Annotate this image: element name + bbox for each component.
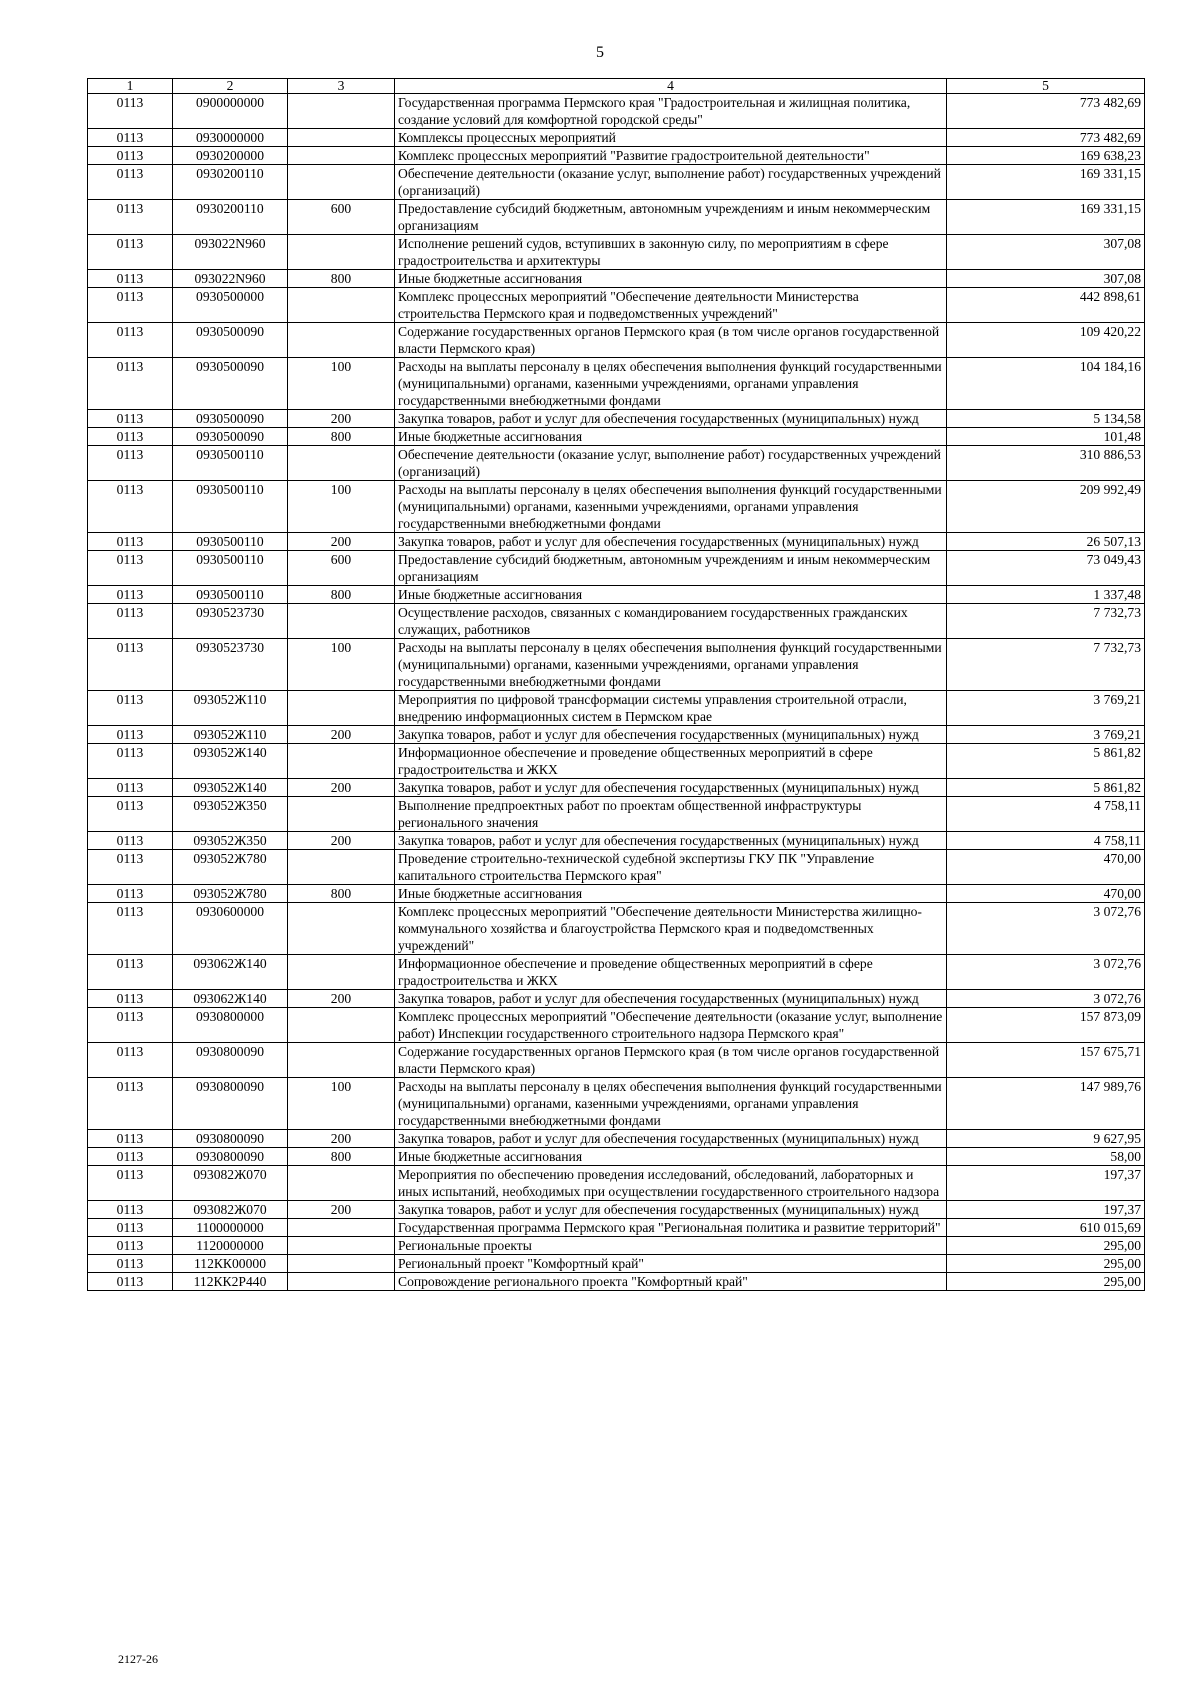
table-row [88, 1219, 1145, 1237]
table-row [88, 850, 1145, 885]
amount-cell: 7 732,73 [947, 639, 1145, 691]
expense-type-cell [288, 1237, 395, 1255]
amount-cell: 442 898,61 [947, 288, 1145, 323]
section-code-cell: 0113 [88, 1043, 173, 1078]
amount-cell: 5 861,82 [947, 744, 1145, 779]
expense-type-cell: 100 [288, 1078, 395, 1130]
item-name-cell: Осуществление расходов, связанных с командированием государственных гражданских служащих, работников [395, 604, 947, 639]
item-name-cell: Расходы на выплаты персоналу в целях обеспечения выполнения функций государственными (муниципальными) органами, казенными учреждениями, органами управления государственными внебюджетными фондами [395, 481, 947, 533]
expense-type-cell: 800 [288, 428, 395, 446]
target-code-cell: 093052Ж140 [173, 744, 288, 779]
table-row [88, 1255, 1145, 1273]
column-number: 5 [947, 79, 1145, 94]
item-name-cell: Иные бюджетные ассигнования [395, 428, 947, 446]
amount-cell: 9 627,95 [947, 1130, 1145, 1148]
table-row [88, 990, 1145, 1008]
amount-cell: 73 049,43 [947, 551, 1145, 586]
amount-cell: 7 732,73 [947, 604, 1145, 639]
expense-type-cell [288, 955, 395, 990]
table-row [88, 551, 1145, 586]
expense-type-cell [288, 604, 395, 639]
amount-cell: 610 015,69 [947, 1219, 1145, 1237]
amount-cell: 4 758,11 [947, 797, 1145, 832]
expense-type-cell: 600 [288, 200, 395, 235]
target-code-cell: 0930500110 [173, 533, 288, 551]
table-row [88, 288, 1145, 323]
target-code-cell: 0930200110 [173, 165, 288, 200]
table-row [88, 586, 1145, 604]
table-row [88, 1008, 1145, 1043]
expense-type-cell: 200 [288, 779, 395, 797]
target-code-cell: 0930800090 [173, 1043, 288, 1078]
amount-cell: 773 482,69 [947, 94, 1145, 129]
target-code-cell: 0930523730 [173, 604, 288, 639]
section-code-cell: 0113 [88, 779, 173, 797]
target-code-cell: 093022N960 [173, 235, 288, 270]
expense-type-cell [288, 288, 395, 323]
expense-type-cell [288, 903, 395, 955]
target-code-cell: 0930200110 [173, 200, 288, 235]
item-name-cell: Содержание государственных органов Пермского края (в том числе органов государственной власти Пермского края) [395, 1043, 947, 1078]
amount-cell: 157 675,71 [947, 1043, 1145, 1078]
amount-cell: 169 331,15 [947, 200, 1145, 235]
expense-type-cell [288, 323, 395, 358]
amount-cell: 307,08 [947, 270, 1145, 288]
expense-type-cell: 100 [288, 481, 395, 533]
item-name-cell: Обеспечение деятельности (оказание услуг, выполнение работ) государственных учреждений (организаций) [395, 446, 947, 481]
table-row [88, 481, 1145, 533]
expense-type-cell [288, 1255, 395, 1273]
target-code-cell: 0930800090 [173, 1078, 288, 1130]
table-row [88, 779, 1145, 797]
expense-type-cell [288, 1219, 395, 1237]
section-code-cell: 0113 [88, 129, 173, 147]
item-name-cell: Комплексы процессных мероприятий [395, 129, 947, 147]
section-code-cell: 0113 [88, 744, 173, 779]
table-row [88, 446, 1145, 481]
section-code-cell: 0113 [88, 1148, 173, 1166]
table-row [88, 1148, 1145, 1166]
target-code-cell: 0930800090 [173, 1130, 288, 1148]
item-name-cell: Расходы на выплаты персоналу в целях обеспечения выполнения функций государственными (муниципальными) органами, казенными учреждениями, органами управления государственными внебюджетными фондами [395, 1078, 947, 1130]
target-code-cell: 0930500090 [173, 323, 288, 358]
amount-cell: 3 769,21 [947, 691, 1145, 726]
item-name-cell: Закупка товаров, работ и услуг для обеспечения государственных (муниципальных) нужд [395, 990, 947, 1008]
target-code-cell: 0930500110 [173, 551, 288, 586]
expense-type-cell [288, 147, 395, 165]
table-row [88, 639, 1145, 691]
section-code-cell: 0113 [88, 1008, 173, 1043]
column-number: 1 [88, 79, 173, 94]
target-code-cell: 0930800090 [173, 1148, 288, 1166]
table-body [88, 94, 1145, 1291]
amount-cell: 1 337,48 [947, 586, 1145, 604]
amount-cell: 209 992,49 [947, 481, 1145, 533]
table-row [88, 200, 1145, 235]
target-code-cell: 0930500090 [173, 410, 288, 428]
target-code-cell: 093082Ж070 [173, 1166, 288, 1201]
table-row [88, 410, 1145, 428]
amount-cell: 307,08 [947, 235, 1145, 270]
amount-cell: 5 861,82 [947, 779, 1145, 797]
table-row [88, 903, 1145, 955]
target-code-cell: 0930500110 [173, 586, 288, 604]
target-code-cell: 0930600000 [173, 903, 288, 955]
target-code-cell: 093052Ж110 [173, 726, 288, 744]
section-code-cell: 0113 [88, 885, 173, 903]
table-row [88, 604, 1145, 639]
expense-type-cell: 800 [288, 885, 395, 903]
table-row [88, 1273, 1145, 1291]
item-name-cell: Закупка товаров, работ и услуг для обеспечения государственных (муниципальных) нужд [395, 410, 947, 428]
amount-cell: 4 758,11 [947, 832, 1145, 850]
section-code-cell: 0113 [88, 1255, 173, 1273]
table-row [88, 1237, 1145, 1255]
item-name-cell: Выполнение предпроектных работ по проектам общественной инфраструктуры регионального значения [395, 797, 947, 832]
target-code-cell: 0930800000 [173, 1008, 288, 1043]
target-code-cell: 093052Ж110 [173, 691, 288, 726]
table-row [88, 1166, 1145, 1201]
item-name-cell: Иные бюджетные ассигнования [395, 586, 947, 604]
table-row [88, 885, 1145, 903]
section-code-cell: 0113 [88, 604, 173, 639]
table-row [88, 955, 1145, 990]
item-name-cell: Сопровождение регионального проекта "Комфортный край" [395, 1273, 947, 1291]
expense-type-cell [288, 797, 395, 832]
expense-type-cell [288, 94, 395, 129]
table-row [88, 147, 1145, 165]
item-name-cell: Расходы на выплаты персоналу в целях обеспечения выполнения функций государственными (муниципальными) органами, казенными учреждениями, органами управления государственными внебюджетными фондами [395, 358, 947, 410]
expense-type-cell: 200 [288, 832, 395, 850]
section-code-cell: 0113 [88, 270, 173, 288]
item-name-cell: Закупка товаров, работ и услуг для обеспечения государственных (муниципальных) нужд [395, 779, 947, 797]
item-name-cell: Государственная программа Пермского края "Региональная политика и развитие территорий" [395, 1219, 947, 1237]
column-number-row [88, 79, 1145, 94]
section-code-cell: 0113 [88, 235, 173, 270]
amount-cell: 295,00 [947, 1255, 1145, 1273]
section-code-cell: 0113 [88, 323, 173, 358]
amount-cell: 169 638,23 [947, 147, 1145, 165]
target-code-cell: 1120000000 [173, 1237, 288, 1255]
item-name-cell: Комплекс процессных мероприятий "Обеспечение деятельности Министерства строительства Пермского края и подведомственных учреждений" [395, 288, 947, 323]
section-code-cell: 0113 [88, 446, 173, 481]
section-code-cell: 0113 [88, 358, 173, 410]
expense-type-cell [288, 1166, 395, 1201]
section-code-cell: 0113 [88, 832, 173, 850]
expense-type-cell: 200 [288, 410, 395, 428]
section-code-cell: 0113 [88, 147, 173, 165]
expense-type-cell: 200 [288, 990, 395, 1008]
target-code-cell: 0930523730 [173, 639, 288, 691]
expense-type-cell: 100 [288, 358, 395, 410]
amount-cell: 58,00 [947, 1148, 1145, 1166]
table-row [88, 165, 1145, 200]
budget-table [87, 78, 1145, 1291]
target-code-cell: 0930000000 [173, 129, 288, 147]
amount-cell: 773 482,69 [947, 129, 1145, 147]
expense-type-cell: 200 [288, 726, 395, 744]
amount-cell: 197,37 [947, 1201, 1145, 1219]
target-code-cell: 0930500090 [173, 428, 288, 446]
expense-type-cell [288, 129, 395, 147]
column-number: 2 [173, 79, 288, 94]
item-name-cell: Иные бюджетные ассигнования [395, 270, 947, 288]
table-row [88, 744, 1145, 779]
section-code-cell: 0113 [88, 1273, 173, 1291]
section-code-cell: 0113 [88, 551, 173, 586]
item-name-cell: Закупка товаров, работ и услуг для обеспечения государственных (муниципальных) нужд [395, 1130, 947, 1148]
expense-type-cell [288, 1273, 395, 1291]
item-name-cell: Информационное обеспечение и проведение общественных мероприятий в сфере градостроительства и ЖКХ [395, 955, 947, 990]
amount-cell: 147 989,76 [947, 1078, 1145, 1130]
table-row [88, 1201, 1145, 1219]
table-row [88, 270, 1145, 288]
item-name-cell: Исполнение решений судов, вступивших в законную силу, по мероприятиям в сфере градостроительства и архитектуры [395, 235, 947, 270]
table-row [88, 726, 1145, 744]
item-name-cell: Информационное обеспечение и проведение общественных мероприятий в сфере градостроительства и ЖКХ [395, 744, 947, 779]
section-code-cell: 0113 [88, 990, 173, 1008]
target-code-cell: 093052Ж140 [173, 779, 288, 797]
table-row [88, 129, 1145, 147]
item-name-cell: Иные бюджетные ассигнования [395, 1148, 947, 1166]
target-code-cell: 093052Ж780 [173, 885, 288, 903]
section-code-cell: 0113 [88, 850, 173, 885]
amount-cell: 104 184,16 [947, 358, 1145, 410]
column-number: 4 [395, 79, 947, 94]
amount-cell: 3 769,21 [947, 726, 1145, 744]
amount-cell: 310 886,53 [947, 446, 1145, 481]
section-code-cell: 0113 [88, 1201, 173, 1219]
item-name-cell: Комплекс процессных мероприятий "Обеспечение деятельности Министерства жилищно-коммунального хозяйства и благоустройства Пермского края и подведомственных учреждений" [395, 903, 947, 955]
target-code-cell: 0930500110 [173, 481, 288, 533]
expense-type-cell [288, 235, 395, 270]
section-code-cell: 0113 [88, 428, 173, 446]
item-name-cell: Мероприятия по цифровой трансформации системы управления строительной отрасли, внедрению информационных систем в Пермском крае [395, 691, 947, 726]
item-name-cell: Предоставление субсидий бюджетным, автономным учреждениям и иным некоммерческим организациям [395, 200, 947, 235]
expense-type-cell: 600 [288, 551, 395, 586]
table-row [88, 94, 1145, 129]
item-name-cell: Закупка товаров, работ и услуг для обеспечения государственных (муниципальных) нужд [395, 1201, 947, 1219]
table-row [88, 1078, 1145, 1130]
section-code-cell: 0113 [88, 200, 173, 235]
target-code-cell: 093082Ж070 [173, 1201, 288, 1219]
amount-cell: 3 072,76 [947, 990, 1145, 1008]
item-name-cell: Региональные проекты [395, 1237, 947, 1255]
amount-cell: 157 873,09 [947, 1008, 1145, 1043]
amount-cell: 470,00 [947, 885, 1145, 903]
target-code-cell: 093052Ж350 [173, 797, 288, 832]
expense-type-cell [288, 165, 395, 200]
target-code-cell: 093052Ж780 [173, 850, 288, 885]
section-code-cell: 0113 [88, 726, 173, 744]
expense-type-cell [288, 1043, 395, 1078]
item-name-cell: Мероприятия по обеспечению проведения исследований, обследований, лабораторных и иных испытаний, необходимых при осуществлении государственного строительного надзора [395, 1166, 947, 1201]
item-name-cell: Проведение строительно-технической судебной экспертизы ГКУ ПК "Управление капитального строительства Пермского края" [395, 850, 947, 885]
item-name-cell: Региональный проект "Комфортный край" [395, 1255, 947, 1273]
section-code-cell: 0113 [88, 955, 173, 990]
table-row [88, 358, 1145, 410]
table-row [88, 428, 1145, 446]
section-code-cell: 0113 [88, 288, 173, 323]
section-code-cell: 0113 [88, 1166, 173, 1201]
target-code-cell: 0900000000 [173, 94, 288, 129]
item-name-cell: Содержание государственных органов Пермского края (в том числе органов государственной власти Пермского края) [395, 323, 947, 358]
table-row [88, 1043, 1145, 1078]
section-code-cell: 0113 [88, 1130, 173, 1148]
section-code-cell: 0113 [88, 1237, 173, 1255]
item-name-cell: Расходы на выплаты персоналу в целях обеспечения выполнения функций государственными (муниципальными) органами, казенными учреждениями, органами управления государственными внебюджетными фондами [395, 639, 947, 691]
table-row [88, 1130, 1145, 1148]
item-name-cell: Иные бюджетные ассигнования [395, 885, 947, 903]
target-code-cell: 093062Ж140 [173, 990, 288, 1008]
expense-type-cell [288, 1008, 395, 1043]
item-name-cell: Закупка товаров, работ и услуг для обеспечения государственных (муниципальных) нужд [395, 533, 947, 551]
section-code-cell: 0113 [88, 533, 173, 551]
amount-cell: 5 134,58 [947, 410, 1145, 428]
target-code-cell: 112КК00000 [173, 1255, 288, 1273]
target-code-cell: 093022N960 [173, 270, 288, 288]
table-row [88, 797, 1145, 832]
expense-type-cell: 800 [288, 586, 395, 604]
page-number: 5 [596, 44, 604, 61]
amount-cell: 470,00 [947, 850, 1145, 885]
column-number: 3 [288, 79, 395, 94]
item-name-cell: Закупка товаров, работ и услуг для обеспечения государственных (муниципальных) нужд [395, 832, 947, 850]
expense-type-cell: 100 [288, 639, 395, 691]
expense-type-cell [288, 691, 395, 726]
table-row [88, 323, 1145, 358]
expense-type-cell [288, 850, 395, 885]
table-row [88, 691, 1145, 726]
amount-cell: 109 420,22 [947, 323, 1145, 358]
item-name-cell: Предоставление субсидий бюджетным, автономным учреждениям и иным некоммерческим организациям [395, 551, 947, 586]
amount-cell: 169 331,15 [947, 165, 1145, 200]
expense-type-cell: 800 [288, 1148, 395, 1166]
table-row [88, 832, 1145, 850]
table-row [88, 533, 1145, 551]
item-name-cell: Закупка товаров, работ и услуг для обеспечения государственных (муниципальных) нужд [395, 726, 947, 744]
amount-cell: 295,00 [947, 1273, 1145, 1291]
target-code-cell: 093062Ж140 [173, 955, 288, 990]
section-code-cell: 0113 [88, 1078, 173, 1130]
target-code-cell: 0930200000 [173, 147, 288, 165]
section-code-cell: 0113 [88, 691, 173, 726]
section-code-cell: 0113 [88, 410, 173, 428]
expense-type-cell [288, 446, 395, 481]
section-code-cell: 0113 [88, 1219, 173, 1237]
section-code-cell: 0113 [88, 903, 173, 955]
expense-type-cell: 200 [288, 1201, 395, 1219]
section-code-cell: 0113 [88, 165, 173, 200]
target-code-cell: 0930500000 [173, 288, 288, 323]
amount-cell: 3 072,76 [947, 903, 1145, 955]
amount-cell: 26 507,13 [947, 533, 1145, 551]
target-code-cell: 0930500110 [173, 446, 288, 481]
amount-cell: 295,00 [947, 1237, 1145, 1255]
expense-type-cell: 800 [288, 270, 395, 288]
expense-type-cell [288, 744, 395, 779]
expense-type-cell: 200 [288, 1130, 395, 1148]
amount-cell: 3 072,76 [947, 955, 1145, 990]
target-code-cell: 0930500090 [173, 358, 288, 410]
target-code-cell: 093052Ж350 [173, 832, 288, 850]
section-code-cell: 0113 [88, 586, 173, 604]
section-code-cell: 0113 [88, 481, 173, 533]
item-name-cell: Комплекс процессных мероприятий "Развитие градостроительной деятельности" [395, 147, 947, 165]
amount-cell: 197,37 [947, 1166, 1145, 1201]
section-code-cell: 0113 [88, 797, 173, 832]
table-row [88, 235, 1145, 270]
item-name-cell: Государственная программа Пермского края "Градостроительная и жилищная политика, создание условий для комфортной городской среды" [395, 94, 947, 129]
target-code-cell: 1100000000 [173, 1219, 288, 1237]
section-code-cell: 0113 [88, 639, 173, 691]
item-name-cell: Обеспечение деятельности (оказание услуг, выполнение работ) государственных учреждений (организаций) [395, 165, 947, 200]
target-code-cell: 112КК2Р440 [173, 1273, 288, 1291]
expense-type-cell: 200 [288, 533, 395, 551]
section-code-cell: 0113 [88, 94, 173, 129]
amount-cell: 101,48 [947, 428, 1145, 446]
footer-code: 2127-26 [118, 1652, 158, 1666]
item-name-cell: Комплекс процессных мероприятий "Обеспечение деятельности (оказание услуг, выполнение работ) Инспекции государственного строительного надзора Пермского края" [395, 1008, 947, 1043]
